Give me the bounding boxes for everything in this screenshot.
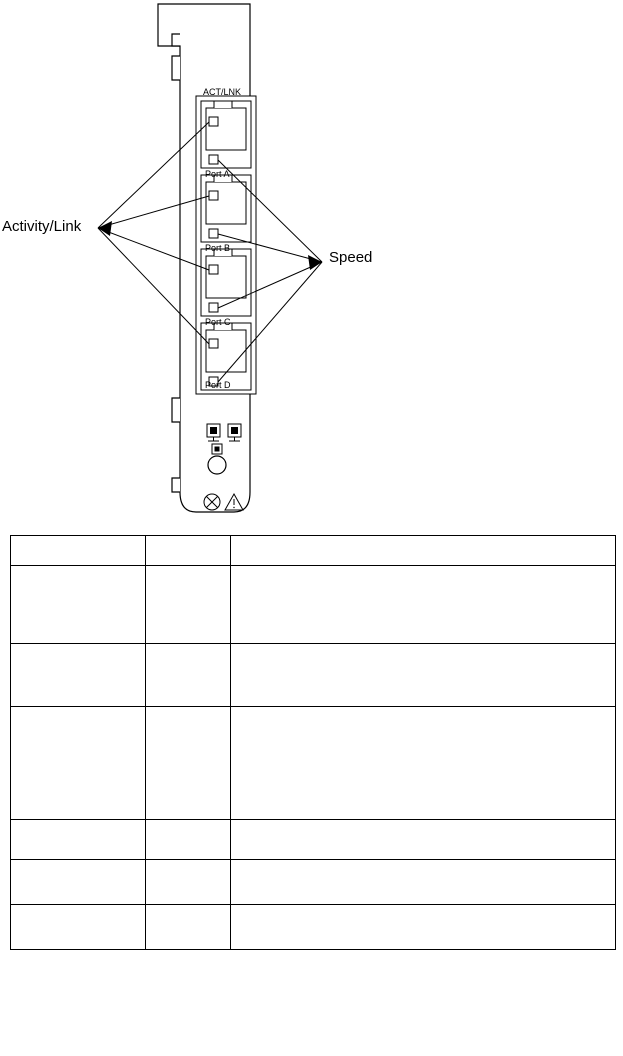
mounting-hole (208, 456, 226, 474)
act-lnk-label: ACT/LNK (203, 87, 242, 97)
table-cell (146, 566, 231, 644)
table-cell (11, 644, 146, 707)
port-d-label: Port D (205, 380, 231, 390)
port-b-label: Port B (205, 243, 231, 253)
port-c-label: Port C (205, 317, 231, 327)
table-cell (146, 644, 231, 707)
activity-link-label: Activity/Link (2, 218, 82, 235)
table-cell (11, 566, 146, 644)
table-row (11, 860, 616, 905)
table-row (11, 820, 616, 860)
table-cell (231, 905, 616, 950)
table-cell (231, 536, 616, 566)
table-cell (11, 820, 146, 860)
port-a-label: Port A (205, 169, 230, 179)
table-row (11, 536, 616, 566)
table-cell (11, 860, 146, 905)
port-c-group (201, 249, 251, 316)
speed-label: Speed (329, 249, 373, 266)
table-cell (146, 905, 231, 950)
specification-table-area (10, 535, 615, 950)
bracket-notches (172, 34, 180, 492)
table-cell (11, 707, 146, 820)
table-cell (146, 820, 231, 860)
table-row (11, 566, 616, 644)
table-row (11, 644, 616, 707)
table-cell (146, 860, 231, 905)
specification-table (10, 535, 616, 950)
table-cell (231, 566, 616, 644)
table-cell (231, 820, 616, 860)
port-a-group (201, 101, 251, 168)
table-cell (11, 536, 146, 566)
table-cell (231, 860, 616, 905)
network-indicator-icon (212, 444, 222, 454)
table-cell (146, 536, 231, 566)
table-row (11, 905, 616, 950)
table-cell (11, 905, 146, 950)
table-cell (146, 707, 231, 820)
esd-sensitive-icon (204, 494, 220, 510)
table-row (11, 707, 616, 820)
table-cell (231, 707, 616, 820)
table-cell (231, 644, 616, 707)
